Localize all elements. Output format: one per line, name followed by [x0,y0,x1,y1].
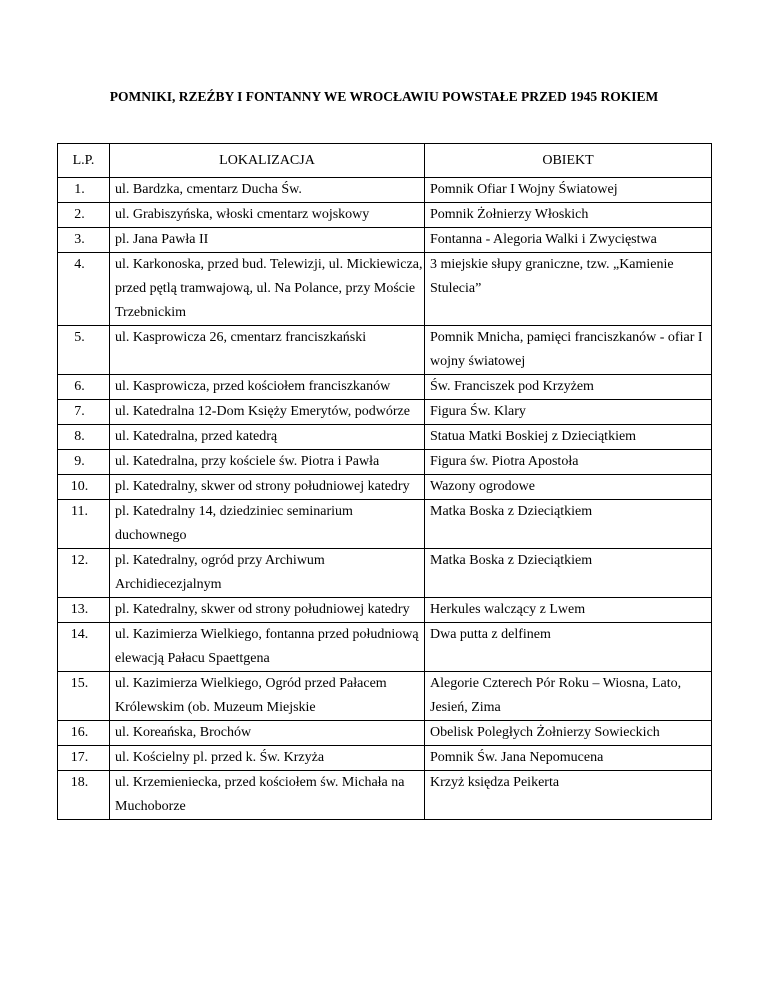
table-row [58,500,712,549]
cell-lokalizacja: ul. Kościelny pl. przed k. Św. Krzyża [110,746,425,771]
cell-lokalizacja: ul. Krzemieniecka, przed kościołem św. Michała na Muchoborze [110,771,425,820]
cell-lokalizacja: pl. Jana Pawła II [110,228,425,253]
table-row [58,672,712,721]
table-header-row [58,144,712,178]
cell-obiekt: Alegorie Czterech Pór Roku – Wiosna, Lato, Jesień, Zima [425,672,712,721]
cell-lokalizacja: ul. Katedralna, przed katedrą [110,425,425,450]
cell-lp: 2. [58,203,110,228]
cell-lokalizacja: ul. Grabiszyńska, włoski cmentarz wojskowy [110,203,425,228]
table-row [58,228,712,253]
cell-obiekt: Dwa putta z delfinem [425,623,712,672]
cell-obiekt: Pomnik Żołnierzy Włoskich [425,203,712,228]
cell-lokalizacja: ul. Kasprowicza 26, cmentarz franciszkański [110,326,425,375]
table-row [58,375,712,400]
cell-obiekt: Figura Św. Klary [425,400,712,425]
table-row [58,425,712,450]
cell-obiekt: Św. Franciszek pod Krzyżem [425,375,712,400]
cell-obiekt: Wazony ogrodowe [425,475,712,500]
cell-obiekt: Pomnik Mnicha, pamięci franciszkanów - ofiar I wojny światowej [425,326,712,375]
cell-obiekt: 3 miejskie słupy graniczne, tzw. „Kamienie Stulecia” [425,253,712,326]
header-obiekt: OBIEKT [425,144,712,178]
table-row [58,746,712,771]
cell-obiekt: Matka Boska z Dzieciątkiem [425,549,712,598]
cell-lokalizacja: ul. Bardzka, cmentarz Ducha Św. [110,178,425,203]
cell-obiekt: Statua Matki Boskiej z Dzieciątkiem [425,425,712,450]
cell-lp: 3. [58,228,110,253]
table-row [58,771,712,820]
cell-lokalizacja: pl. Katedralny 14, dziedziniec seminarium duchownego [110,500,425,549]
cell-lokalizacja: ul. Katedralna 12-Dom Księży Emerytów, podwórze [110,400,425,425]
table-row [58,178,712,203]
cell-obiekt: Matka Boska z Dzieciątkiem [425,500,712,549]
cell-lokalizacja: pl. Katedralny, skwer od strony południowej katedry [110,475,425,500]
cell-lokalizacja: pl. Katedralny, ogród przy Archiwum Archidiecezjalnym [110,549,425,598]
table-row [58,623,712,672]
cell-lokalizacja: ul. Kazimierza Wielkiego, fontanna przed południową elewacją Pałacu Spaettgena [110,623,425,672]
cell-lokalizacja: ul. Karkonoska, przed bud. Telewizji, ul. Mickiewicza, przed pętlą tramwajową, ul. Na Polance, przy Moście Trzebnickim [110,253,425,326]
cell-lokalizacja: ul. Kasprowicza, przed kościołem franciszkanów [110,375,425,400]
header-lp: L.P. [58,144,110,178]
cell-lp: 11. [58,500,110,549]
cell-lp: 13. [58,598,110,623]
cell-lp: 16. [58,721,110,746]
cell-obiekt: Figura św. Piotra Apostoła [425,450,712,475]
cell-lokalizacja: ul. Koreańska, Brochów [110,721,425,746]
cell-lokalizacja: ul. Kazimierza Wielkiego, Ogród przed Pałacem Królewskim (ob. Muzeum Miejskie [110,672,425,721]
cell-lp: 7. [58,400,110,425]
cell-lp: 14. [58,623,110,672]
cell-obiekt: Herkules walczący z Lwem [425,598,712,623]
cell-lp: 15. [58,672,110,721]
cell-obiekt: Obelisk Poległych Żołnierzy Sowieckich [425,721,712,746]
cell-obiekt: Pomnik Św. Jana Nepomucena [425,746,712,771]
table-row [58,549,712,598]
cell-lokalizacja: pl. Katedralny, skwer od strony południowej katedry [110,598,425,623]
header-lokalizacja: LOKALIZACJA [110,144,425,178]
cell-obiekt: Pomnik Ofiar I Wojny Światowej [425,178,712,203]
cell-lp: 18. [58,771,110,820]
cell-lp: 6. [58,375,110,400]
monuments-table [57,143,712,820]
table-row [58,475,712,500]
cell-lp: 5. [58,326,110,375]
document-title: POMNIKI, RZEŹBY I FONTANNY WE WROCŁAWIU POWSTAŁE PRZED 1945 ROKIEM [109,89,659,104]
cell-lp: 10. [58,475,110,500]
cell-lp: 12. [58,549,110,598]
cell-obiekt: Krzyż księdza Peikerta [425,771,712,820]
table-row [58,203,712,228]
table-row [58,400,712,425]
cell-lp: 9. [58,450,110,475]
cell-lp: 4. [58,253,110,326]
table-row [58,721,712,746]
table-row [58,450,712,475]
cell-lokalizacja: ul. Katedralna, przy kościele św. Piotra i Pawła [110,450,425,475]
cell-obiekt: Fontanna - Alegoria Walki i Zwycięstwa [425,228,712,253]
cell-lp: 8. [58,425,110,450]
table-row [58,598,712,623]
cell-lp: 17. [58,746,110,771]
table-row [58,253,712,326]
cell-lp: 1. [58,178,110,203]
table-row [58,326,712,375]
